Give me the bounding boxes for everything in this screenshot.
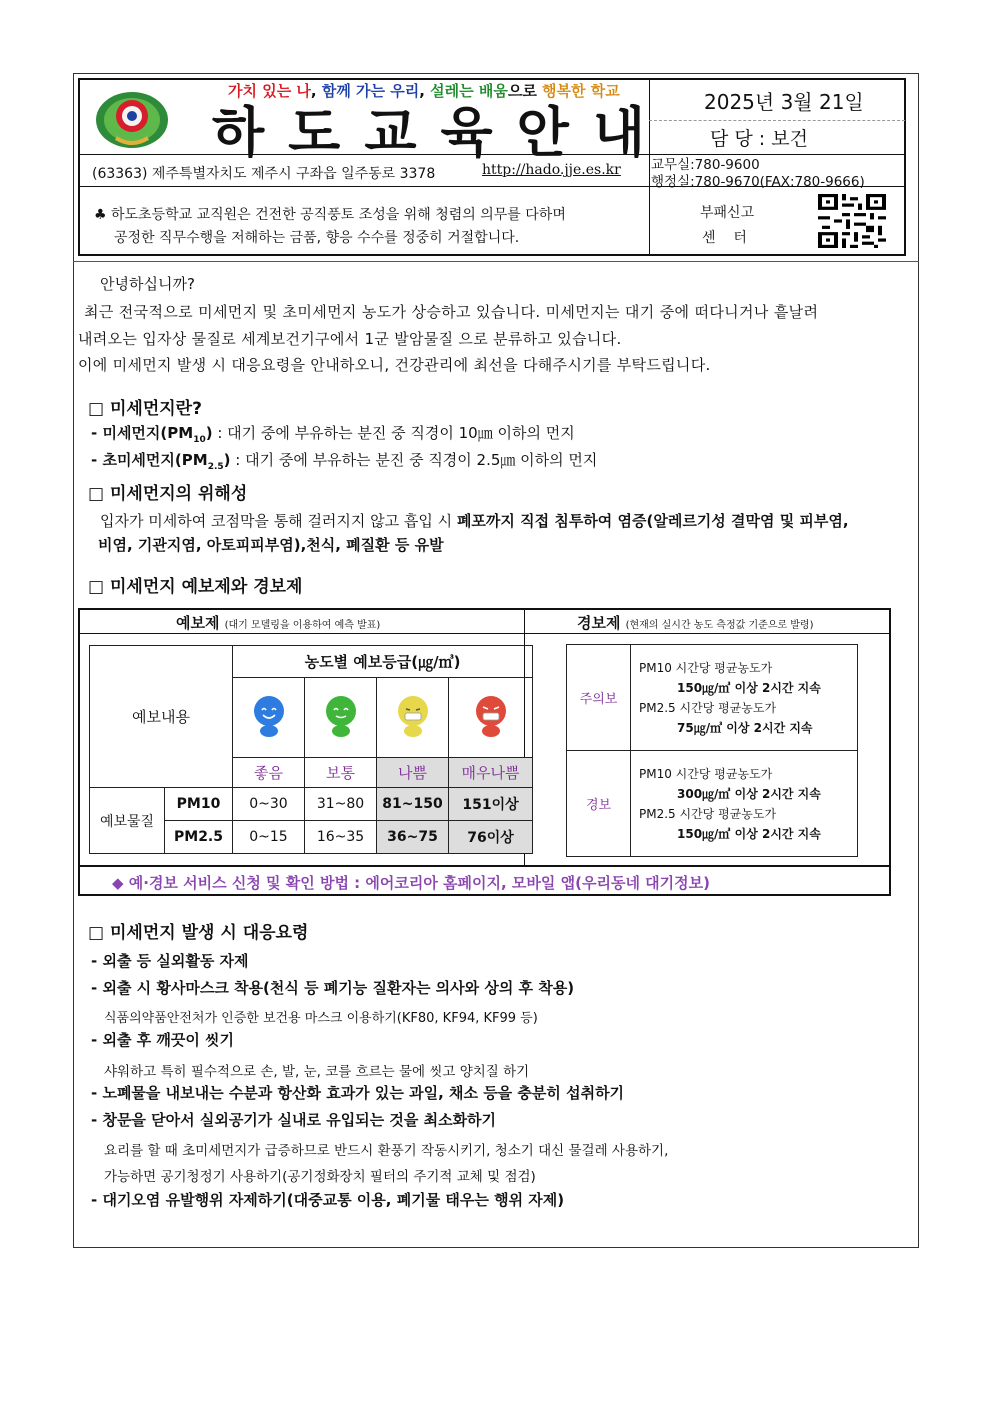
intro-line-3: 내려오는 입자상 물질로 세계보건기구에서 1군 발암물질 으로 분류하고 있습니다. bbox=[78, 330, 622, 348]
phone-office: 교무실:780-9600 bbox=[651, 157, 760, 173]
intro-line-2: 최근 전국적으로 미세먼지 및 초미세먼지 농도가 상승하고 있습니다. 미세먼지는 대기 중에 떠다니거나 흩날려 bbox=[84, 303, 819, 321]
pm25-very-bad-range: 76이상 bbox=[449, 821, 533, 854]
grade-bad-label: 나쁨 bbox=[377, 758, 449, 788]
phone-admin: 행정실:780-9670(FAX:780-9666) bbox=[651, 174, 865, 190]
section-heading-forecast-alert: □ 미세먼지 예보제와 경보제 bbox=[88, 577, 303, 597]
response-item-2: - 외출 시 황사마스크 착용(천식 등 폐기능 질환자는 의사와 상의 후 착용) bbox=[91, 979, 575, 997]
very-bad-face-icon bbox=[468, 693, 514, 739]
response-item-3: - 외출 후 깨끗이 씻기 bbox=[91, 1031, 235, 1049]
pm25-normal-range: 16~35 bbox=[305, 821, 377, 854]
good-face-icon bbox=[246, 693, 292, 739]
response-item-2-detail: 식품의약품안전처가 인증한 보건용 마스크 이용하기(KF80, KF94, KF99 등) bbox=[104, 1011, 538, 1026]
response-item-3-detail: 샤워하고 특히 필수적으로 손, 발, 눈, 코를 흐르는 물에 씻고 양치질 하기 bbox=[104, 1064, 530, 1080]
integrity-pledge-line2: 공정한 직무수행을 저해하는 금품, 향응 수수를 정중히 거절합니다. bbox=[114, 230, 520, 246]
harm-line-2: 비염, 기관지염, 아토피피부염),천식, 폐질환 등 유발 bbox=[98, 536, 444, 554]
face-normal-cell bbox=[305, 678, 377, 758]
pm10-normal-range: 31~80 bbox=[305, 788, 377, 821]
pm25-bad-range: 36~75 bbox=[377, 821, 449, 854]
alert-table bbox=[566, 644, 858, 857]
response-item-5-detail-1: 요리를 할 때 초미세먼지가 급증하므로 반드시 환풍기 작동시키기, 청소기 대신 물걸레 사용하기, bbox=[104, 1143, 669, 1159]
school-address: (63363) 제주특별자치도 제주시 구좌읍 일주동로 3378 bbox=[92, 166, 436, 182]
face-good-circle bbox=[254, 696, 284, 726]
school-emblem-icon bbox=[90, 86, 174, 150]
service-note-rule bbox=[79, 865, 890, 867]
service-note: ◆ 예·경보 서비스 신청 및 확인 방법 : 에어코리아 홈페이지, 모바일 앱(우리동네 대기정보) bbox=[112, 874, 710, 892]
pm10-definition: - 미세먼지$(PM_{10})$ : 대기 중에 부유하는 분진 중 직경이 10㎛ 이하의 먼지 bbox=[91, 424, 575, 445]
response-item-6: - 대기오염 유발행위 자제하기(대중교통 이용, 폐기물 태우는 행위 자제) bbox=[91, 1191, 565, 1209]
forecast-content-label: 예보내용 bbox=[90, 646, 233, 788]
pm10-row-label: PM10 bbox=[165, 788, 233, 821]
section-heading-what-is-fine-dust: □ 미세먼지란? bbox=[88, 399, 202, 419]
face-bad-cell bbox=[377, 678, 449, 758]
report-center-label-2: 센 터 bbox=[702, 230, 747, 246]
grade-good-label: 좋음 bbox=[233, 758, 305, 788]
substance-label: 예보물질 bbox=[90, 788, 165, 854]
header-bottom-rule bbox=[73, 261, 919, 262]
publish-date: 2025년 3월 21일 bbox=[704, 90, 864, 114]
response-item-5: - 창문을 닫아서 실외공기가 실내로 유입되는 것을 최소화하기 bbox=[91, 1111, 497, 1129]
intro-greeting: 안녕하십니까? bbox=[100, 275, 195, 293]
forecast-grade-table bbox=[89, 645, 533, 854]
response-item-4: - 노폐물을 내보내는 수분과 항산화 효과가 있는 과일, 채소 등을 충분히 섭취하기 bbox=[91, 1084, 625, 1102]
face-very-bad-cell bbox=[449, 678, 533, 758]
pm25-good-range: 0~15 bbox=[233, 821, 305, 854]
alert-warning-label: 경보 bbox=[567, 751, 631, 857]
pm10-good-range: 0~30 bbox=[233, 788, 305, 821]
forecast-alert-header-rule bbox=[79, 633, 890, 634]
grade-normal-label: 보통 bbox=[305, 758, 377, 788]
date-divider bbox=[649, 120, 905, 121]
report-center-label-1: 부패신고 bbox=[700, 205, 755, 221]
pm25-definition: - 초미세먼지$(PM_{2.5})$ : 대기 중에 부유하는 분진 중 직경이 2.5㎛ 이하의 먼지 bbox=[91, 451, 598, 472]
school-slogan: 가치 있는 나, 함께 가는 우리, 설레는 배움으로 행복한 학교 bbox=[228, 82, 620, 100]
pm25-row-label: PM2.5 bbox=[165, 821, 233, 854]
bad-face-icon bbox=[390, 693, 436, 739]
alert-advisory-label: 주의보 bbox=[567, 645, 631, 751]
response-item-1: - 외출 등 실외활동 자제 bbox=[91, 952, 249, 970]
page-title: 하도교육안내 bbox=[212, 101, 669, 164]
grade-very-bad-label: 매우나쁨 bbox=[449, 758, 533, 788]
school-url-link[interactable]: http://hado.jje.es.kr bbox=[482, 162, 621, 178]
section-heading-harmfulness: □ 미세먼지의 위해성 bbox=[88, 484, 248, 504]
alert-title: 경보제 (현재의 실시간 농도 측정값 기준으로 발령) bbox=[577, 614, 814, 632]
response-item-5-detail-2: 가능하면 공기청정기 사용하기(공기정화장치 필터의 주기적 교체 및 점검) bbox=[104, 1169, 536, 1185]
normal-face-icon bbox=[318, 693, 364, 739]
alert-advisory-criteria: PM10 시간당 평균농도가 150㎍/㎥ 이상 2시간 지속 PM2.5 시간당 평균농도가 75㎍/㎥ 이상 2시간 지속 bbox=[631, 645, 858, 751]
face-good-cell bbox=[233, 678, 305, 758]
grade-header: 농도별 예보등급(㎍/㎥) bbox=[233, 646, 533, 678]
manager-label: 담 당 : 보건 bbox=[710, 128, 808, 150]
intro-line-4: 이에 미세먼지 발생 시 대응요령을 안내하오니, 건강관리에 최선을 다해주시기를 부탁드립니다. bbox=[78, 356, 711, 374]
integrity-pledge-line1: ♣ 하도초등학교 교직원은 건전한 공직풍토 조성을 위해 청렴의 의무를 다하며 bbox=[94, 207, 566, 223]
qr-code-icon[interactable] bbox=[818, 194, 886, 248]
harm-line-1: 입자가 미세하여 코점막을 통해 걸러지지 않고 흡입 시 폐포까지 직접 침투하여 염증(알레르기성 결막염 및 피부염, bbox=[100, 512, 849, 530]
section-heading-response: □ 미세먼지 발생 시 대응요령 bbox=[88, 923, 309, 943]
pm10-very-bad-range: 151이상 bbox=[449, 788, 533, 821]
forecast-title: 예보제 (대기 모델링을 이용하여 예측 발표) bbox=[176, 614, 381, 632]
alert-warning-criteria: PM10 시간당 평균농도가 300㎍/㎥ 이상 2시간 지속 PM2.5 시간당 평균농도가 150㎍/㎥ 이상 2시간 지속 bbox=[631, 751, 858, 857]
pm10-bad-range: 81~150 bbox=[377, 788, 449, 821]
